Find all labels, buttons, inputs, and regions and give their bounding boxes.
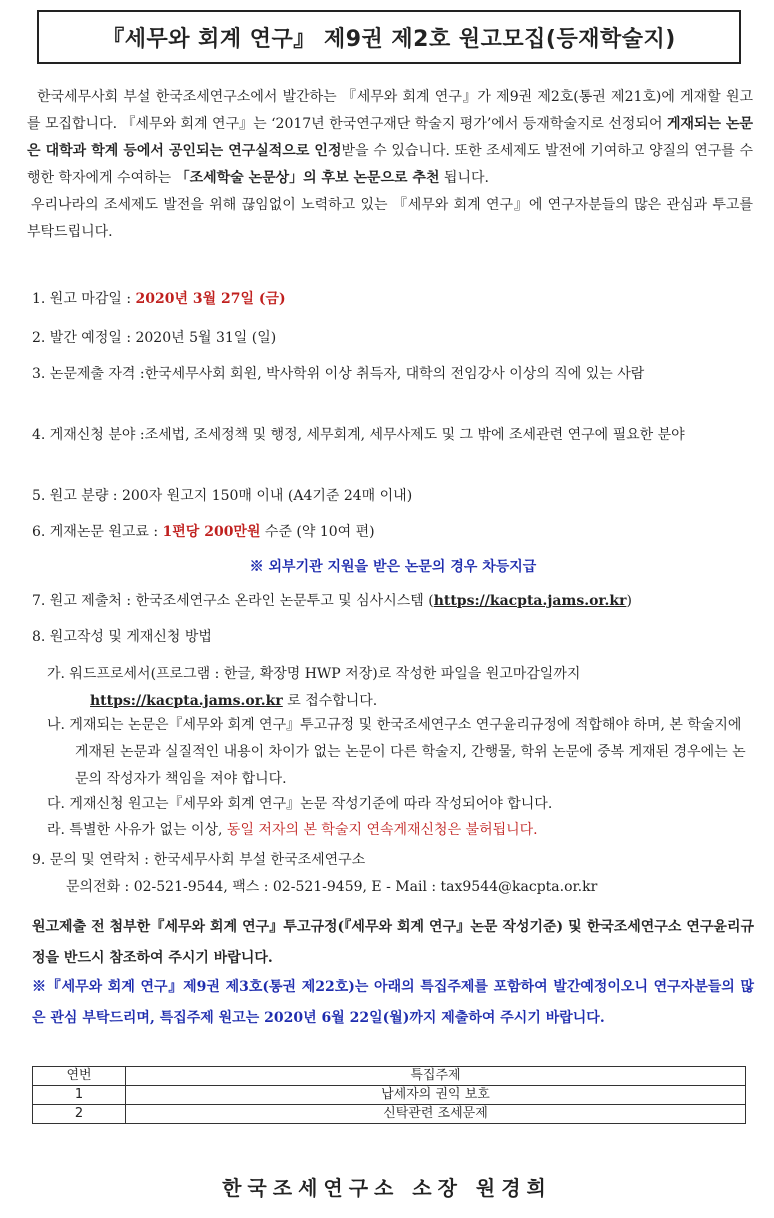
field-item — [32, 422, 754, 449]
contact-item: 9. 문의 및 연락처 : 한국세무사회 부설 한국조세연구소 — [32, 852, 366, 868]
submit-close: ) — [626, 593, 632, 609]
submit-url-link[interactable]: https://kacpta.jams.or.kr — [433, 593, 627, 609]
signature: 한국조세연구소 소장 원경희 — [222, 1176, 552, 1200]
row-no: 1 — [33, 1086, 126, 1105]
method-item: 8. 원고작성 및 게재신청 방법 — [32, 629, 212, 645]
row-topic: 납세자의 권익 보호 — [126, 1086, 746, 1105]
header-no: 연번 — [33, 1067, 126, 1086]
table-header-row — [33, 1067, 746, 1086]
fee-note — [32, 554, 754, 581]
intro-text-3: 됩니다. — [439, 170, 489, 186]
fee-suffix: 수준 (약 10여 편) — [260, 524, 375, 540]
field-label: 4. 게재신청 분야 : — [32, 427, 145, 443]
header-topic: 특집주제 — [126, 1067, 746, 1086]
method-ra-text: 라. 특별한 사유가 없는 이상, — [47, 822, 227, 838]
contact-detail: 문의전화 : 02-521-9544, 팩스 : 02-521-9459, E - Mail : tax9544@kacpta.or.kr — [66, 879, 598, 895]
notice-blue: ※『세무와 회계 연구』제9권 제3호(통권 제22호)는 아래의 특집주제를 포함하여 발간예정이오니 연구자분들의 많은 관심 부탁드리며, 특집주제 원고는 2020년 6월 22일(월)까지 제출하여 주시기 바랍니다. — [32, 979, 754, 1026]
topics-table — [32, 1066, 746, 1124]
intro-paragraph — [27, 84, 753, 246]
publish-item: 2. 발간 예정일 : 2020년 5월 31일 (일) — [32, 330, 277, 346]
intro-text-2: 받을 수 있습니다. 또한 조세제도 발전에 기여하고 양질의 연구를 수행한 학자에게 수여하는 — [27, 143, 753, 186]
qualification-label: 3. 논문제출 자격 : — [32, 366, 145, 382]
method-da: 다. 게재신청 원고는『세무와 회계 연구』논문 작성기준에 따라 작성되어야 합니다. — [47, 796, 553, 812]
method-ga-url-link[interactable]: https://kacpta.jams.or.kr — [90, 693, 283, 709]
table-row — [33, 1105, 746, 1124]
table-row — [33, 1086, 746, 1105]
method-ga — [47, 661, 753, 715]
fee-value: 1편당 200만원 — [162, 524, 261, 540]
method-ga-text: 가. 워드프로세서(프로그램 : 한글, 확장명 HWP 저장)로 작성한 파일을 원고마감일까지 — [47, 666, 581, 682]
method-na: 나. 게재되는 논문은『세무와 회계 연구』투고규정 및 한국조세연구소 연구윤리규정에 적합해야 하며, 본 학술지에 게재된 논문과 실질적인 내용이 차이가 없는 논문이 다른 학술지, 간행물, 학위 논문에 중복 게재된 경우에는 논문의 작성자가 책임을 져야 합니다. — [47, 717, 746, 787]
submit-item — [32, 588, 754, 615]
intro-highlight-2: 「조세학술 논문상」의 후보 논문으로 추천 — [175, 170, 440, 186]
deadline-label: 1. 원고 마감일 : — [32, 291, 136, 307]
row-no: 2 — [33, 1105, 126, 1124]
method-ra-highlight: 동일 저자의 본 학술지 연속게재신청은 불허됩니다. — [226, 822, 538, 838]
row-topic: 신탁관련 조세문제 — [126, 1105, 746, 1124]
qualification-value: 한국세무사회 회원, 박사학위 이상 취득자, 대학의 전임강사 이상의 직에 있는 사람 — [144, 366, 645, 382]
volume-item: 5. 원고 분량 : 200자 원고지 150매 이내 (A4기준 24매 이내) — [32, 488, 413, 504]
submit-label: 7. 원고 제출처 : 한국조세연구소 온라인 논문투고 및 심사시스템 ( — [32, 593, 434, 609]
notice-black: 원고제출 전 첨부한『세무와 회계 연구』투고규정(『세무와 회계 연구』논문 작성기준) 및 한국조세연구소 연구윤리규정을 반드시 참조하여 주시기 바랍니다. — [32, 919, 754, 966]
fee-label: 6. 게재논문 원고료 : — [32, 524, 163, 540]
method-ga-suffix: 로 접수합니다. — [282, 693, 378, 709]
fee-note-text: ※ 외부기관 지원을 받은 논문의 경우 차등지급 — [249, 559, 537, 575]
title-box — [37, 10, 741, 64]
deadline-value: 2020년 3월 27일 (금) — [135, 291, 286, 307]
method-ra — [47, 817, 753, 844]
intro-highlight-1: 게재되는 논문은 대학과 학계 등에서 공인되는 연구실적으로 인정 — [27, 116, 753, 159]
page-title: 『세무와 회계 연구』 제9권 제2호 원고모집(등재학술지) — [102, 26, 676, 52]
field-value: 조세법, 조세정책 및 행정, 세무회계, 세무사제도 및 그 밖에 조세관련 연구에 필요한 분야 — [144, 427, 685, 443]
qualification-item — [32, 361, 754, 388]
intro-text-1: 한국세무사회 부설 한국조세연구소에서 발간하는 『세무와 회계 연구』가 제9권 제2호(통권 제21호)에 게재할 원고를 모집합니다. 『세무와 회계 연구』는 ‘2017년 한국연구재단 학술지 평가’에서 등재학술지로 선정되어 — [27, 89, 753, 132]
intro-text-4: 우리나라의 조세제도 발전을 위해 끊임없이 노력하고 있는 『세무와 회계 연구』에 연구자분들의 많은 관심과 투고를 부탁드립니다. — [27, 197, 753, 240]
deadline-item — [32, 286, 754, 313]
fee-item — [32, 519, 754, 546]
